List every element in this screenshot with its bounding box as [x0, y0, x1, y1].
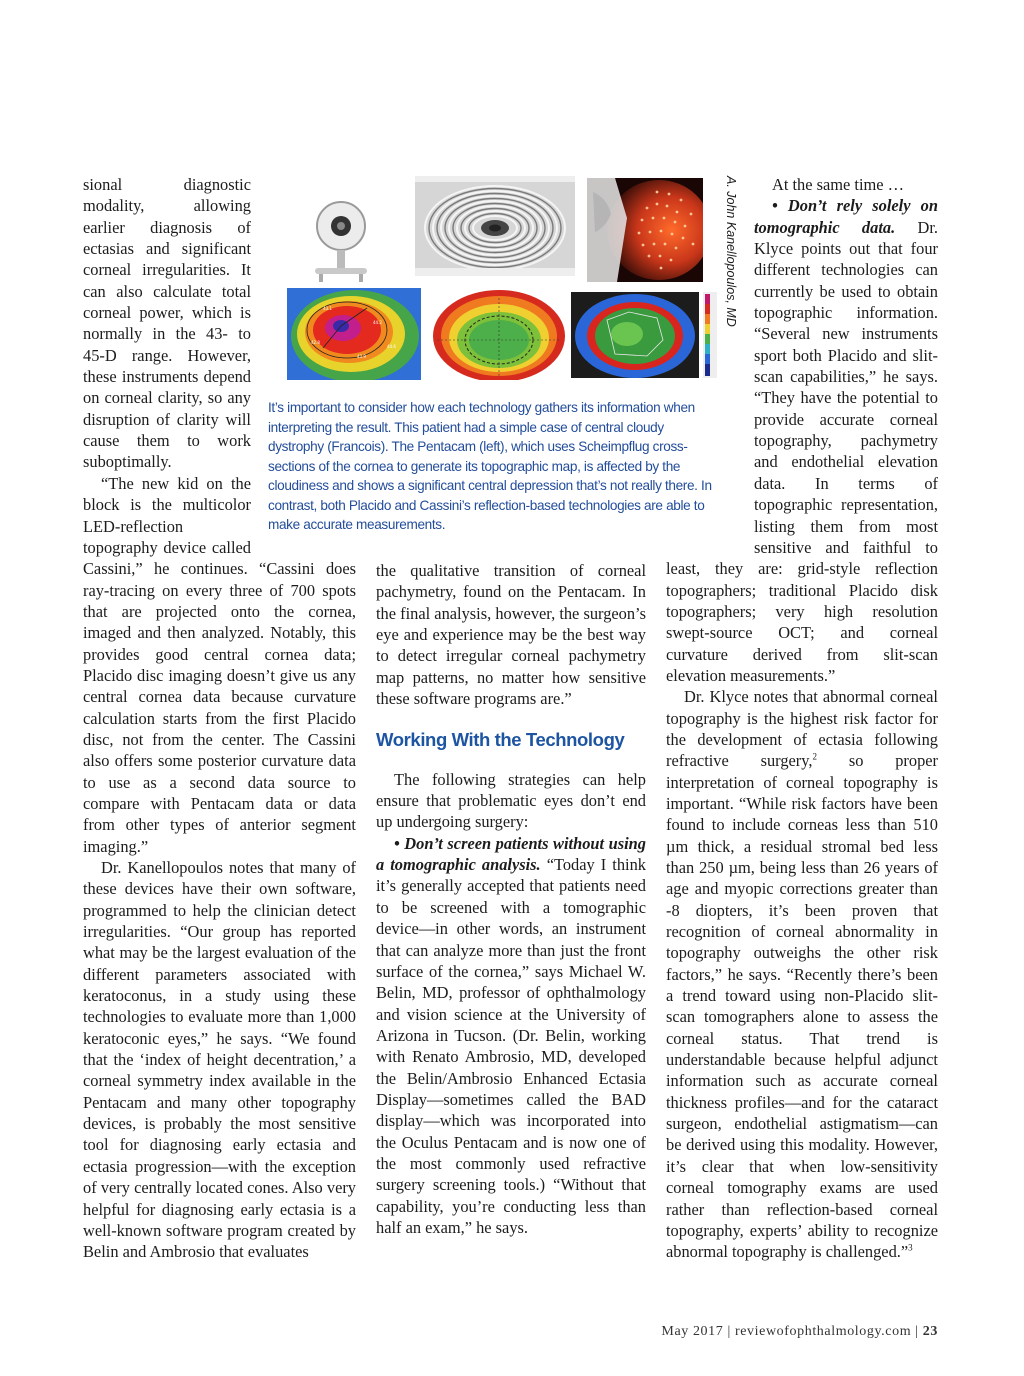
- svg-text:44.2: 44.2: [373, 320, 382, 325]
- reference-number: 2: [812, 751, 817, 762]
- paragraph: At the same time …: [772, 175, 905, 194]
- page-number: 23: [922, 1324, 938, 1339]
- footer-separator: |: [723, 1324, 735, 1339]
- page-footer: [661, 1324, 938, 1340]
- paragraph-text: Dr. Klyce points out that four different technologies can currently be used to obtain topographic information. “Several new instruments sport both Placido and slit-scan capabilities,” he says. “They have the potential to provide accurate corneal topography, pachymetry and endothelial elevation data. In terms of topographic representation, listing them from most sensitive and faithful to least, they are: grid-style reflection topographers; traditional Placido disk topographers; very high resolution swept-source OCT; and corneal curvature derived from slit-scan elevation measurements.”: [666, 217, 938, 685]
- paragraph-text: so proper interpretation of corneal topography is important. “While risk factors have been found to include corneas less than 510 µm thick, a residual stromal bed less than 250 µm, being less than 26 years of age and myopic corrections greater than -8 diopters, it’s been proven that recognition of corneal abnormality in topography outweighs the other risk factors,” he says. “Recently there’s been a trend toward using non-Placido slit-scan tomographers alone to assess the corneal status. That trend is understandable because helpful adjunct information such as accurate corneal thickness profiles—and for the cataract surgeon, endothelial astigmatism—can be derived using this modality. However, it’s clear that when low-sensitivity corneal tomography exams are used rather than reflection-based corneal topography, experts’ ability to recognize abnormal topography is challenged.”: [666, 751, 938, 1262]
- column-2: [376, 560, 646, 1238]
- footer-separator: |: [911, 1324, 923, 1339]
- paragraph-text: “Today I think it’s generally accepted that patients need to be screened with a tomographic device—in other words, an instrument that can analyze more than just the front surface of the cornea,” says Michael W. Belin, MD, professor of ophthalmology and vision science at the University of Arizona in Tucson. (Dr. Belin, working with Renato Ambrosio, MD, developed the Belin/Ambrosio Enhanced Ectasia Display—sometimes called the BAD display—which was incorporated into the Oculus Pentacam and is now one of the most commonly used refractive surgery screening tools.) “Without that capability, you’re conducting less than half an exam,” he says.: [376, 855, 646, 1237]
- figure-caption: It’s important to consider how each technology gathers its information when interpreting the result. This patient had a simple case of central cloudy dystrophy (Francois). The Pentacam (left), which uses Scheimpflug cross-sections of the cornea to generate its topographic map, is affected by the cloudiness and shows a significant central depression that’s not really there. In contrast, both Placido and Cassini’s reflection-based technologies are able to make accurate measurements.: [268, 400, 712, 532]
- bullet-lead: • Don’t rely solely on tomographic data.: [754, 196, 938, 237]
- paragraph: the qualitative transition of corneal pachymetry, found on the Pentacam. In the final analysis, however, the surgeon’s eye and experience may be the best way to detect irregular corneal pachymetry map patterns, no matter how sensitive these software programs are.”: [376, 561, 646, 709]
- svg-text:43.9: 43.9: [357, 354, 366, 359]
- section-heading: Working With the Technology: [376, 729, 625, 751]
- svg-text:44.6: 44.6: [387, 344, 396, 349]
- issue-date: May 2017: [661, 1324, 724, 1339]
- website: reviewofophthalmology.com: [734, 1324, 912, 1339]
- photo-credit: A. John Kanellopoulos, MD: [724, 176, 738, 327]
- paragraph-text: Dr. Klyce notes that abnormal corneal topography is the highest risk factor for the development of ectasia following refractive surgery,: [666, 687, 938, 771]
- reference-number: 3: [908, 1242, 913, 1253]
- placido-rings-image: [415, 176, 575, 276]
- svg-text:43.1: 43.1: [323, 306, 332, 311]
- paragraph: The following strategies can help ensure that problematic eyes don’t end up undergoing surgery:: [376, 769, 646, 832]
- paragraph: Dr. Kanellopoulos notes that many of these devices have their own software, programmed to help the clinician detect irregularities. “Our group has reported what may be the largest evaluation of the different parameters associated with keratoconus, in a study using these technologies to evaluate more than 1,000 keratoconic eyes,” he says. “We found that the ‘index of height decentration,’ a corneal symmetry index available in the Pentacam and many other topography devices, is probably the most sensitive tool for diagnosing early ectasia and ectasia progression—with the exception of very centrally located cones. Also very helpful for diagnosing early ectasia is a well-known software program created by Belin and Ambrosio that evaluates: [83, 858, 356, 1262]
- paragraph: [376, 833, 646, 1239]
- paragraph: sional diagnostic modality, allowing earlier diagnosis of ectasias and significant corneal irregularities. It can also calculate total corneal power, which is normally in the 43- to 45-D range. However, these instruments depend on corneal clarity, so any disruption of clarity will cause them to work suboptimally.: [83, 175, 251, 472]
- column-1: [83, 174, 356, 1263]
- placido-topographic-map: [429, 288, 569, 380]
- bullet-lead: • Don’t screen patients without using a tomographic analysis.: [376, 833, 646, 875]
- paragraph-text: “The new kid on the block is the multicolor LED-reflection topography device called Cassini,” he continues. “Cassini does ray-tracing on every three of 700 spots that are projected onto the cornea, imaged and then analyzed. Notably, this provides good central cornea data; Placido disc imaging doesn’t give us any central cornea data because curvature calculation starts from the first Placido disc, not from the center. The Cassini also offers some posterior curvature data to use as a second data source to compare with Pentacam data or data from other types of anterior segment imaging.”: [83, 473, 356, 856]
- paragraph: [666, 686, 938, 1262]
- svg-text:42.8: 42.8: [311, 340, 320, 345]
- column-3: [666, 174, 938, 1263]
